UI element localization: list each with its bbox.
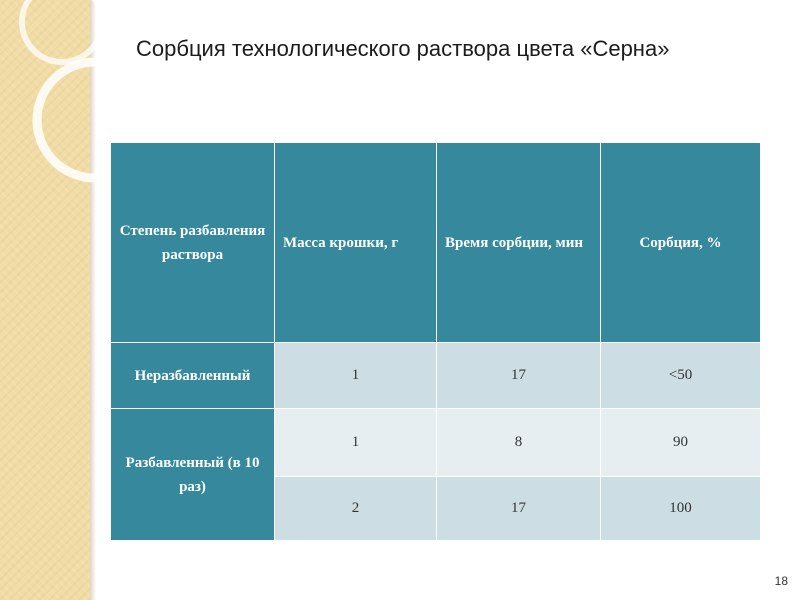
header-mass: Масса крошки, г (275, 143, 437, 343)
page-number: 18 (774, 574, 788, 588)
row-label-diluted: Разбавленный (в 10 раз) (111, 409, 275, 541)
cell-mass: 1 (275, 343, 437, 409)
cell-time: 8 (437, 409, 601, 477)
header-dilution: Степень разбавления раствора (111, 143, 275, 343)
slide-title: Сорбция технологического раствора цвета «Серна» (136, 36, 670, 61)
cell-mass: 1 (275, 409, 437, 477)
table-header-row (111, 143, 761, 343)
cell-sorption: 100 (601, 477, 761, 541)
ring-small (22, 0, 102, 62)
cell-time: 17 (437, 343, 601, 409)
table-row (111, 409, 761, 477)
header-sorption: Сорбция, % (601, 143, 761, 343)
row-label-undiluted: Неразбавленный (111, 343, 275, 409)
table-row (111, 343, 761, 409)
header-time: Время сорбции, мин (437, 143, 601, 343)
cell-mass: 2 (275, 477, 437, 541)
sorption-table (110, 142, 761, 541)
cell-time: 17 (437, 477, 601, 541)
cell-sorption: <50 (601, 343, 761, 409)
cell-sorption: 90 (601, 409, 761, 477)
